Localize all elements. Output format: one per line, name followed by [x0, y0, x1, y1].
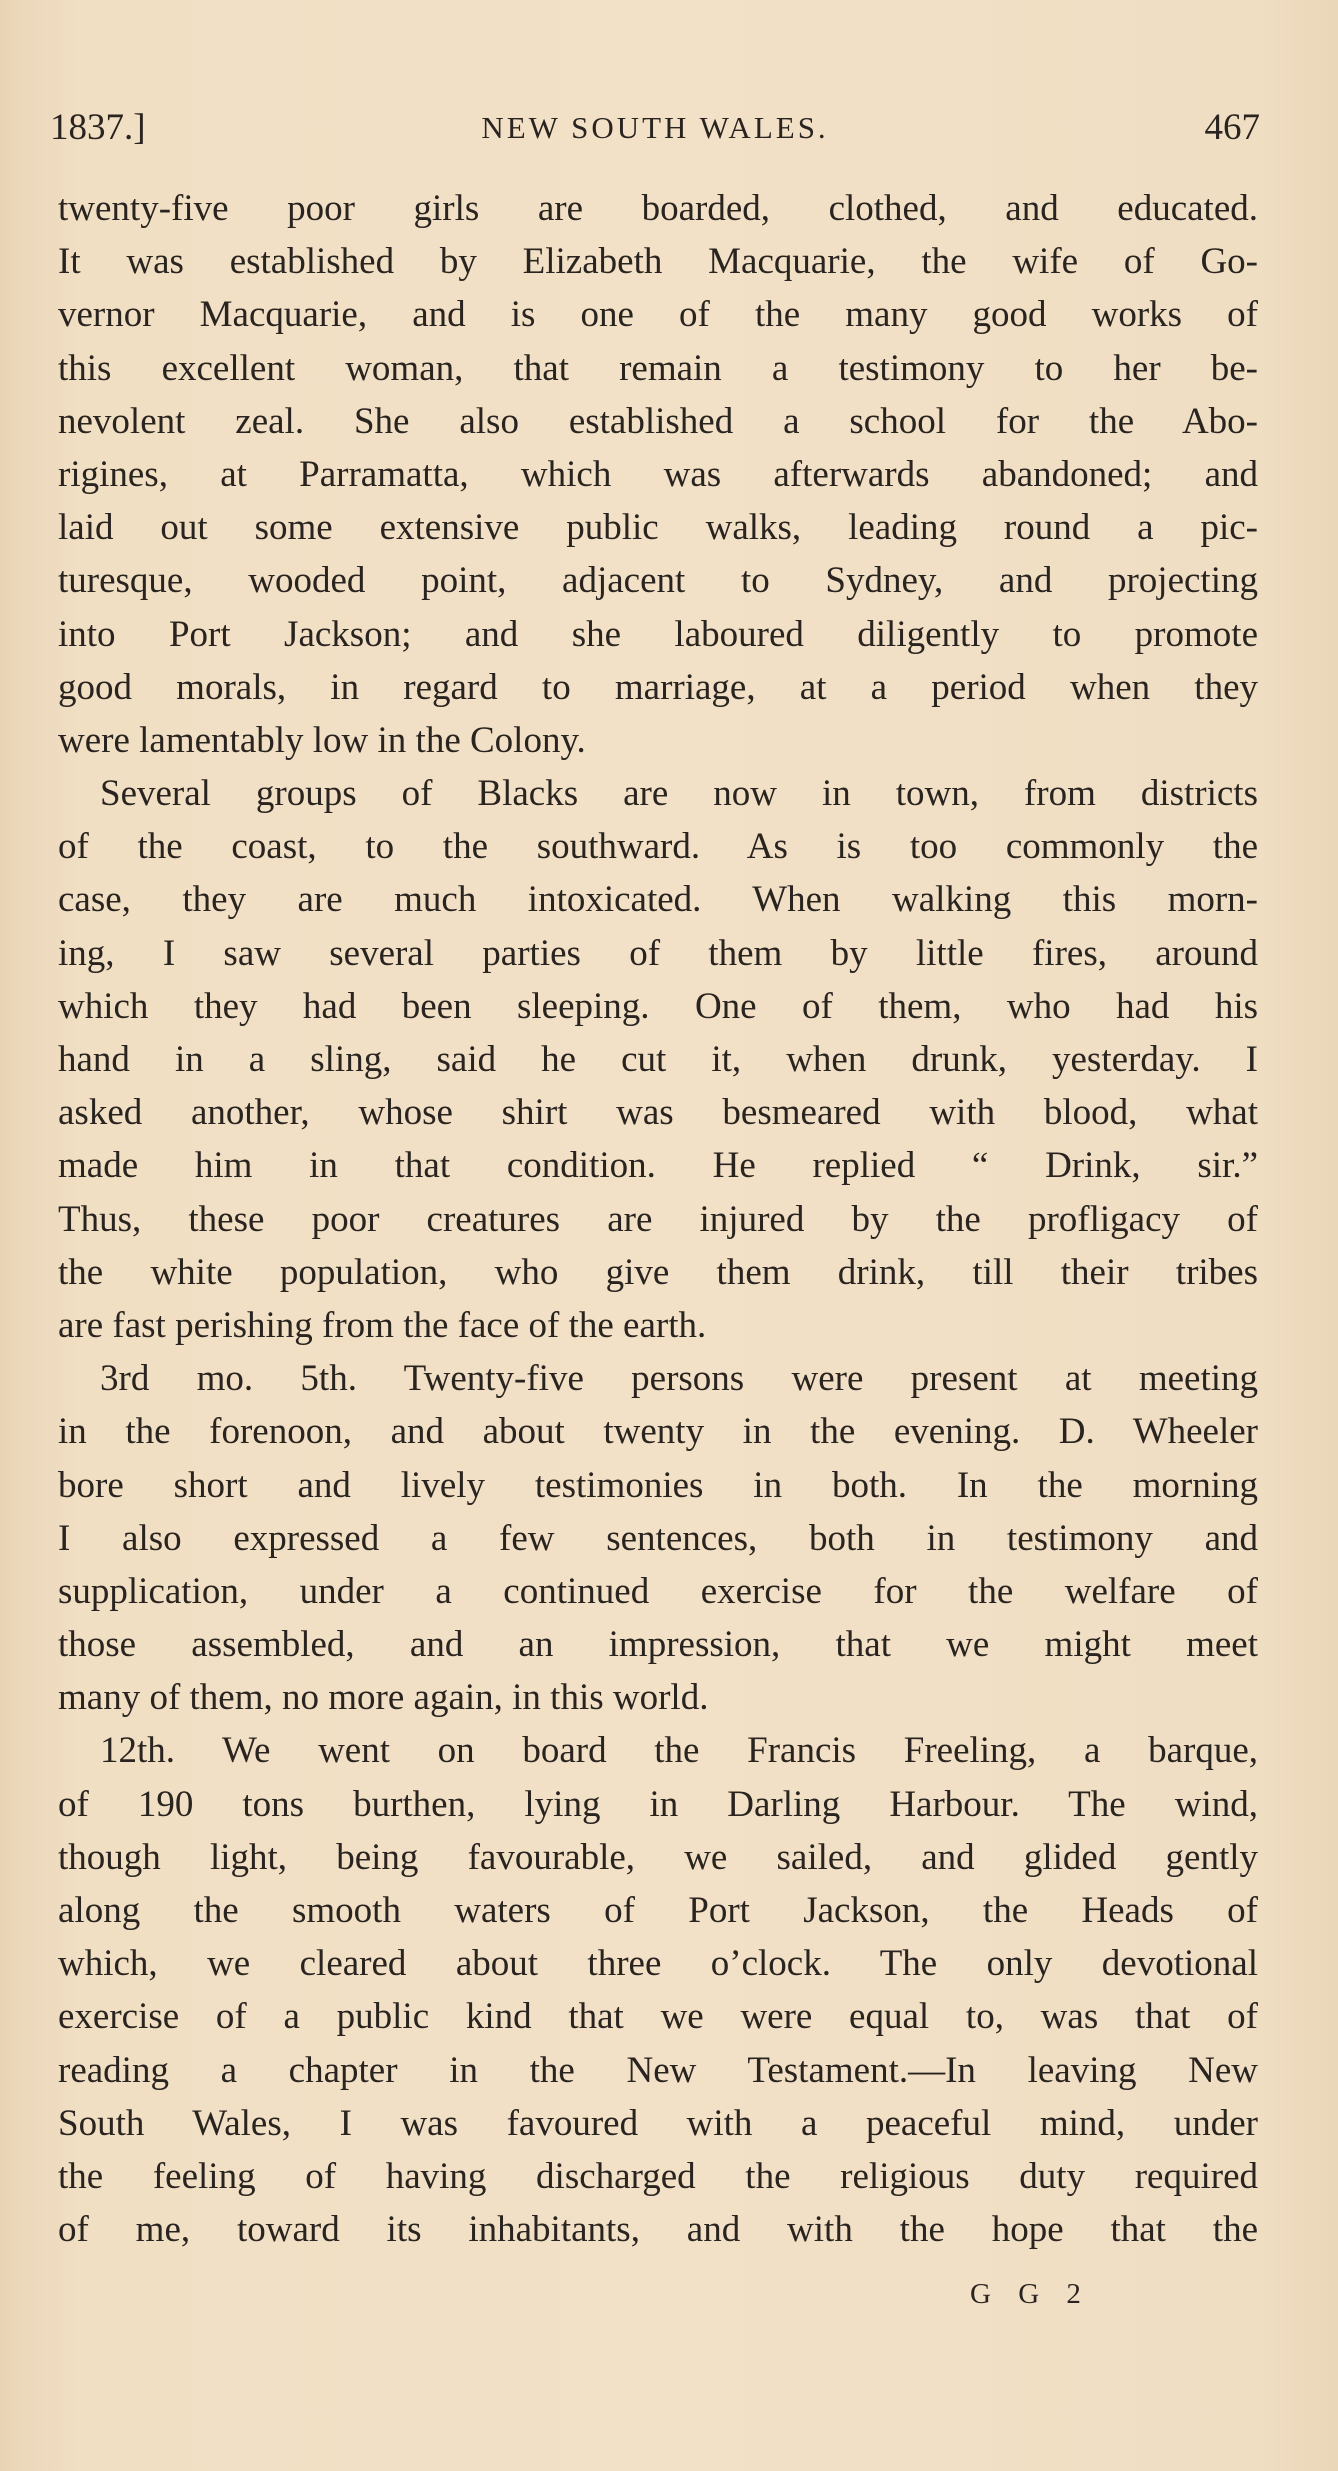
page-number: 467: [1204, 107, 1260, 148]
running-header: [50, 98, 1260, 158]
text-line: the white population, who give them drink, till their tribes: [58, 1251, 1258, 1293]
header-year: 1837.]: [50, 107, 146, 148]
text-line: many of them, no more again, in this world.: [58, 1677, 709, 1719]
text-line: the feeling of having discharged the religious duty required: [58, 2155, 1258, 2197]
text-line: those assembled, and an impression, that we might meet: [58, 1624, 1258, 1666]
body-text: [58, 182, 1258, 2256]
text-line: nevolent zeal. She also established a school for the Abo-: [58, 400, 1258, 442]
signature-mark: G G 2: [970, 2278, 1091, 2310]
text-line: hand in a sling, said he cut it, when drunk, yesterday. I: [58, 1039, 1258, 1080]
text-line: of the coast, to the southward. As is too commonly the: [58, 826, 1258, 868]
text-line: 12th. We went on board the Francis Freeling, a barque,: [100, 1730, 1258, 1772]
text-line: 3rd mo. 5th. Twenty-five persons were present at meeting: [100, 1358, 1258, 1400]
text-line: of me, toward its inhabitants, and with the hope that the: [58, 2209, 1258, 2251]
text-line: though light, being favourable, we sailed, and glided gently: [58, 1836, 1258, 1878]
text-line: which, we cleared about three o’clock. The only devotional: [58, 1943, 1258, 1985]
text-line: are fast perishing from the face of the earth.: [58, 1304, 707, 1346]
header-title: NEW SOUTH WALES.: [481, 110, 829, 145]
text-line: along the smooth waters of Port Jackson, the Heads of: [58, 1890, 1258, 1931]
text-line: which they had been sleeping. One of them, who had his: [58, 985, 1258, 1027]
text-line: It was established by Elizabeth Macquarie, the wife of Go-: [58, 241, 1258, 283]
text-line: good morals, in regard to marriage, at a period when they: [58, 666, 1258, 708]
text-line: vernor Macquarie, and is one of the many good works of: [58, 294, 1258, 336]
text-line: turesque, wooded point, adjacent to Sydney, and projecting: [58, 560, 1258, 602]
text-line: twenty-five poor girls are boarded, clothed, and educated.: [58, 188, 1258, 229]
text-line: case, they are much intoxicated. When walking this morn-: [58, 879, 1258, 921]
text-line: exercise of a public kind that we were equal to, was that of: [58, 1996, 1258, 2038]
text-line: of 190 tons burthen, lying in Darling Harbour. The wind,: [58, 1783, 1258, 1825]
text-line: I also expressed a few sentences, both in testimony and: [58, 1517, 1258, 1559]
text-line: supplication, under a continued exercise for the welfare of: [58, 1570, 1258, 1612]
text-line: South Wales, I was favoured with a peaceful mind, under: [58, 2102, 1258, 2144]
text-line: asked another, whose shirt was besmeared with blood, what: [58, 1092, 1258, 1134]
text-line: into Port Jackson; and she laboured diligently to promote: [58, 613, 1258, 655]
text-line: ing, I saw several parties of them by little fires, around: [58, 932, 1258, 974]
text-line: rigines, at Parramatta, which was afterwards abandoned; and: [58, 453, 1258, 495]
text-line: bore short and lively testimonies in both. In the morning: [58, 1464, 1258, 1506]
text-line: Thus, these poor creatures are injured by the profligacy of: [58, 1198, 1258, 1240]
text-line: were lamentably low in the Colony.: [58, 719, 586, 761]
text-line: made him in that condition. He replied “ Drink, sir.”: [58, 1145, 1258, 1187]
text-line: laid out some extensive public walks, leading round a pic-: [58, 507, 1258, 549]
text-line: in the forenoon, and about twenty in the evening. D. Wheeler: [58, 1411, 1258, 1453]
text-line: Several groups of Blacks are now in town, from districts: [100, 773, 1258, 815]
text-line: reading a chapter in the New Testament.—In leaving New: [58, 2049, 1258, 2091]
text-line: this excellent woman, that remain a testimony to her be-: [58, 347, 1258, 389]
